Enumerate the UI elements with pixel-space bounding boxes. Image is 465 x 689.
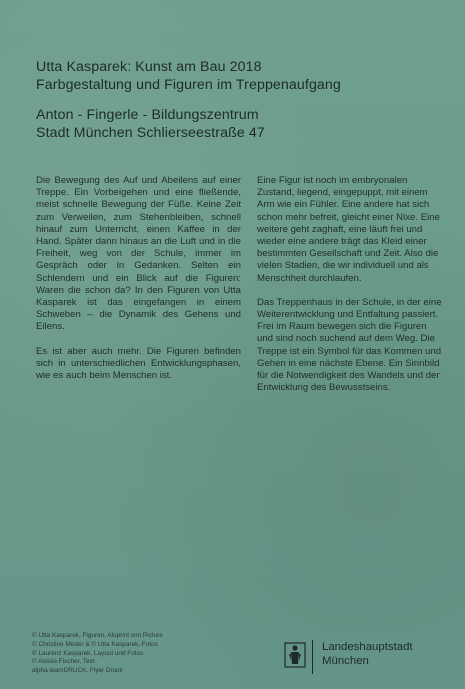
right-paragraph-1: Eine Figur ist noch im embryonalen Zustand, liegend, eingepuppt, mit einem Arm wie ein Fühler. Eine andere hat sich schon mehr befreit, gleicht einer Nixe. Eine weitere geht zaghaft, eine läuft frei und wieder eine andere trägt das Kleid einer bestimmten Gesellschaft und Zeit. Also die vielen Stadien, die wir individuell und als Menschheit durchlaufen. [257,175,440,284]
header [36,58,436,142]
right-paragraph-2: Das Treppenhaus in der Schule, in der eine Weiterentwicklung und Entfaltung passiert. Frei im Raum bewegen sich die Figuren und sind noch suchend auf dem Weg. Die Treppe ist ein Symbol für das Kommen und Gehen in eine nächste Ebene. Ein Sinnbild für die Notwendigkeit des Wandels und der Entwicklung des Bewusstseins. [257,296,442,394]
right-text-column [257,175,443,394]
credit-line: © Utta Kasparek, Figuren, Aluprint von Picture [32,632,163,639]
credits [32,632,242,676]
logo-divider [312,640,313,674]
left-text-column [36,175,241,382]
city-logo [284,640,444,676]
artist-title: Utta Kasparek: Kunst am Bau 2018 [36,59,262,75]
munich-crest-icon [284,642,306,668]
work-title: Farbgestaltung und Figuren im Treppenaufgang [36,77,341,93]
city-name [322,640,413,668]
left-paragraph-2: Es ist aber auch mehr. Die Figuren befinden sich in unterschiedlichen Entwicklungsphasen, wie es auch beim Menschen ist. [36,345,241,382]
city-name-line-1: Landeshauptstadt [322,641,413,653]
left-paragraph-1: Die Bewegung des Auf und Abeilens auf einer Treppe. Ein Vorbeigehen und eine fließende, meist schnelle Bewegung der Füße. Keine Zeit zum Verweilen, zum Stehenbleiben, schnell hinauf zum Unterricht, einen Kaffee in der Hand. Später dann hinaus an die Luft und in die Freiheit, weg von der Schule, immer im Gespräch oder in Gedanken. Selten ein Schlendern und ein Blick auf die Figuren: Waren die schon da? In den Figuren von Utta Kasparek ist das eingefangen in einem Schweben – die Dynamik des Gehens und Eilens. [36,175,241,333]
credit-line: alpha teamDRUCK, Flyer Druck [32,667,123,675]
city-name-line-2: München [322,655,369,667]
school-address: Stadt München Schlierseestraße 47 [36,125,265,141]
credit-line: © Aloisia Fischer, Text [32,658,95,666]
school-name: Anton - Fingerle - Bildungszentrum [36,107,259,123]
credit-line: © Christine Meder & © Utta Kasparek, Fotos [32,640,158,648]
credit-line: © Laurenz Kasparek, Layout und Fotos [32,649,144,657]
